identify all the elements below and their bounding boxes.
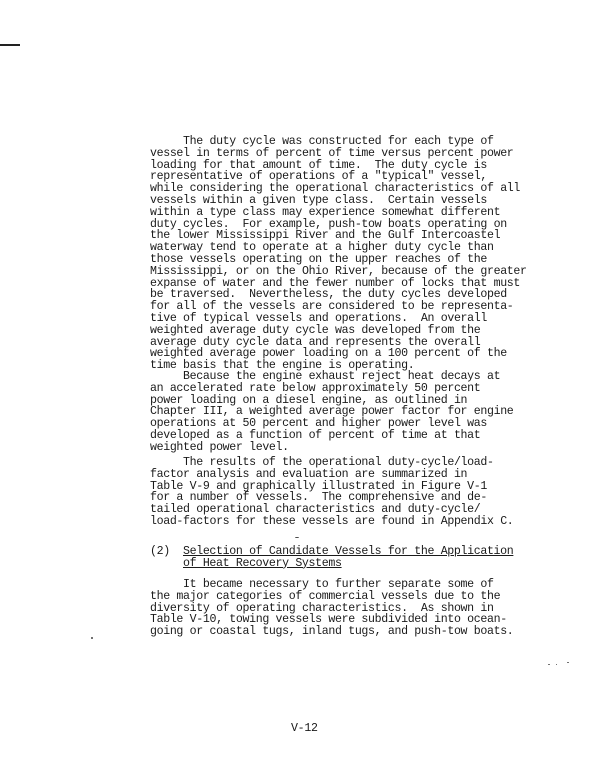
scan-speck [295, 537, 299, 538]
scan-speck [556, 664, 557, 665]
scan-speck [567, 662, 569, 663]
paragraph-duty-cycle: The duty cycle was constructed for each type of vessel in terms of percent of time versus percent power loading for that amount of time. The duty cycle is representative of operations of a "typical" vessel, while considering the operational characteristics of all vessels within a given type class. Certain vessels within a type class may experience somewhat different duty cycles. For example, push-tow boats operating on the lower Mississippi River and the Gulf Intercoastel waterway tend to operate at a higher duty cycle than those vessels operating on the upper reaches of the Mississippi, or on the Ohio River, because of the greater expanse of water and the fewer number of locks that must be traversed. Nevertheless, the duty cycles developed for all of the vessels are considered to be representa- tive of typical vessels and operations. An overall weighted average duty cycle was developed from the average duty cycle data and represents the overall weighted average power loading on a 100 percent of the time basis that the engine is operating. [150, 135, 527, 373]
page-number: V-12 [291, 722, 318, 735]
paragraph-exhaust-heat: Because the engine exhaust reject heat decays at an accelerated rate below approximately 50 percent power loading on a diesel engine, as outlined in Chapter III, a weighted average power factor for engine operations at 50 percent and higher power level was developed as a function of percent of time at that weighted power level. [150, 370, 514, 454]
scan-speck [548, 664, 550, 665]
margin-mark [0, 44, 20, 46]
paragraph-results: The results of the operational duty-cycle/load- factor analysis and evaluation are summarized in Table V-9 and graphically illustrated in Figure V-1 for a number of vessels. The comprehensive and de- tailed operational characteristics and duty-cycle/ load-factors for these vessels are found in Appendix C. [150, 456, 514, 528]
scan-speck [91, 637, 93, 639]
section-title: Selection of Candidate Vessels for the Application of Heat Recovery Systems [183, 545, 514, 570]
section-number: (2) [150, 545, 170, 558]
paragraph-candidate-vessels: It became necessary to further separate some of the major categories of commercial vessels due to the diversity of operating characteristics. As shown in Table V-10, towing vessels were subdivided into ocean- going or coastal tugs, inland tugs, and push-tow boats. [150, 578, 514, 639]
